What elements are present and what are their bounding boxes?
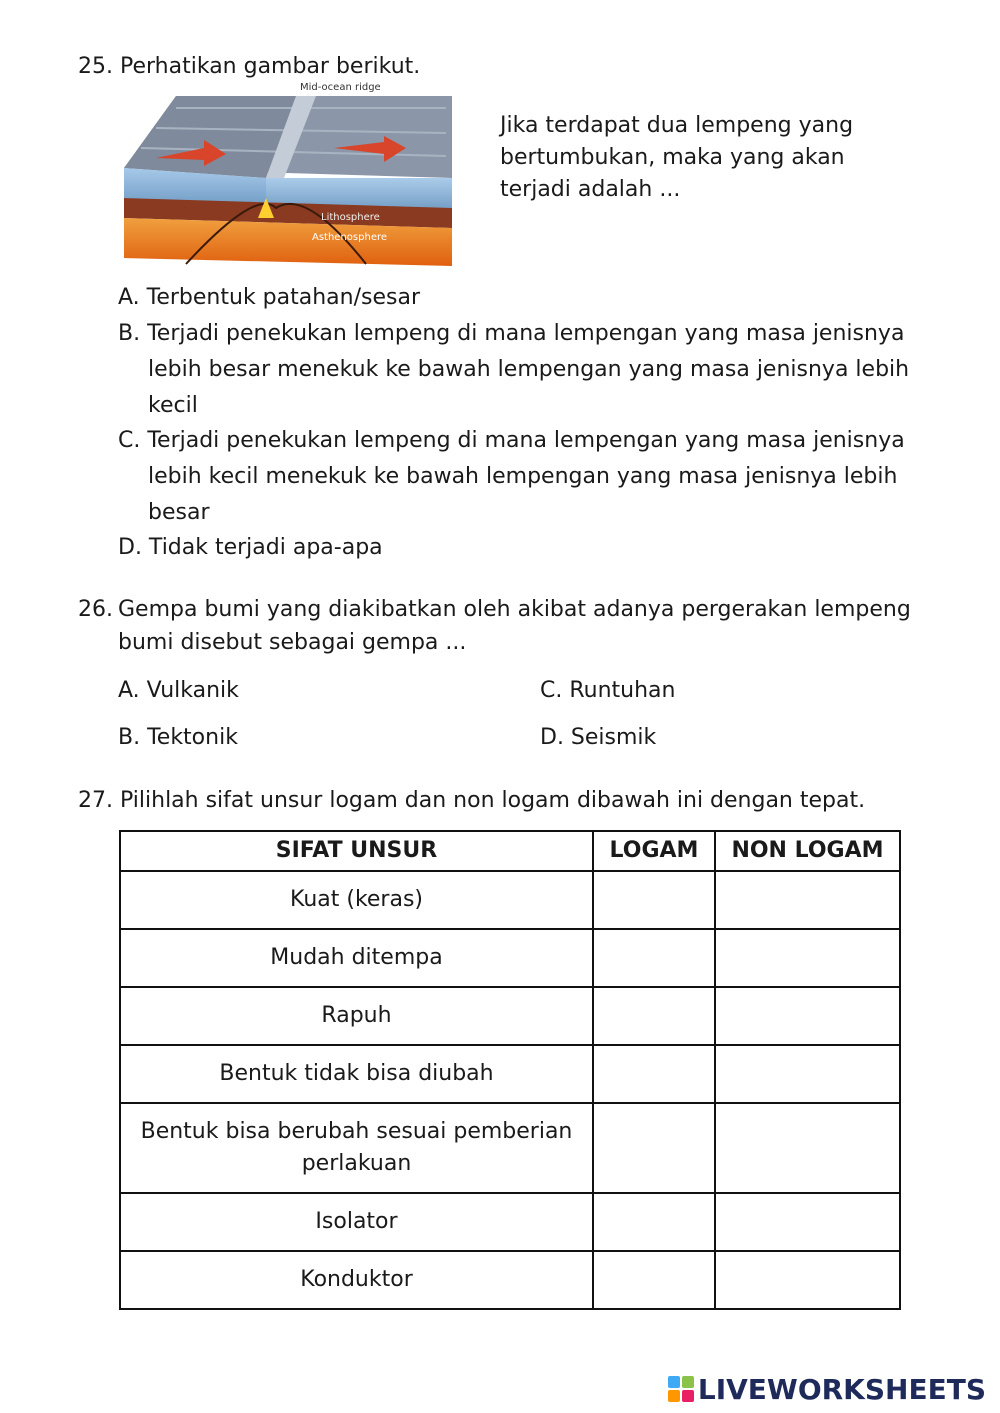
liveworksheets-logo-icon <box>668 1376 694 1402</box>
non-logam-answer-cell[interactable] <box>715 871 900 929</box>
non-logam-answer-cell[interactable] <box>715 1251 900 1309</box>
q26-number: 26. <box>78 597 113 622</box>
property-cell: Kuat (keras) <box>120 871 593 929</box>
liveworksheets-brand[interactable] <box>668 1372 986 1406</box>
logam-answer-cell[interactable] <box>593 1193 715 1251</box>
q25-option-d[interactable]: D. Tidak terjadi apa-apa <box>118 535 383 560</box>
logam-answer-cell[interactable] <box>593 987 715 1045</box>
table-row <box>120 1103 900 1193</box>
table-row <box>120 1251 900 1309</box>
q27-number: 27. <box>78 788 113 813</box>
table-row <box>120 871 900 929</box>
property-cell: Isolator <box>120 1193 593 1251</box>
label-lithosphere: Lithosphere <box>321 212 380 223</box>
properties-table <box>119 830 901 1310</box>
property-cell: Rapuh <box>120 987 593 1045</box>
logam-answer-cell[interactable] <box>593 929 715 987</box>
non-logam-answer-cell[interactable] <box>715 987 900 1045</box>
non-logam-answer-cell[interactable] <box>715 1193 900 1251</box>
q26-option-b[interactable]: B. Tektonik <box>118 725 238 750</box>
q27-prompt: Pilihlah sifat unsur logam dan non logam dibawah ini dengan tepat. <box>120 788 866 813</box>
q26-option-d[interactable]: D. Seismik <box>540 725 657 750</box>
q25-option-c[interactable]: C. Terjadi penekukan lempeng di mana lempengan yang masa jenisnya <box>118 428 905 453</box>
q25-option-b-cont-2: kecil <box>148 393 198 418</box>
non-logam-answer-cell[interactable] <box>715 1103 900 1193</box>
logam-answer-cell[interactable] <box>593 1103 715 1193</box>
q25-option-c-cont-2: besar <box>148 500 210 525</box>
logam-answer-cell[interactable] <box>593 1045 715 1103</box>
q25-side-line-3: terjadi adalah ... <box>500 177 681 202</box>
q25-side-line-2: bertumbukan, maka yang akan <box>500 145 845 170</box>
property-cell: Konduktor <box>120 1251 593 1309</box>
property-cell: Bentuk bisa berubah sesuai pemberian perlakuan <box>120 1103 593 1193</box>
property-cell: Mudah ditempa <box>120 929 593 987</box>
q26-line-2: bumi disebut sebagai gempa ... <box>118 630 467 655</box>
brand-name: LIVEWORKSHEETS <box>697 1372 986 1406</box>
plate-diagram-image <box>116 78 456 268</box>
q25-option-b[interactable]: B. Terjadi penekukan lempeng di mana lempengan yang masa jenisnya <box>118 321 905 346</box>
header-logam: LOGAM <box>593 831 715 871</box>
q25-side-line-1: Jika terdapat dua lempeng yang <box>500 113 854 138</box>
table-row <box>120 929 900 987</box>
table-row <box>120 1193 900 1251</box>
table-row <box>120 987 900 1045</box>
header-non-logam: NON LOGAM <box>715 831 900 871</box>
q25-option-c-cont-1: lebih kecil menekuk ke bawah lempengan yang masa jenisnya lebih <box>148 464 898 489</box>
q25-option-b-cont-1: lebih besar menekuk ke bawah lempengan yang masa jenisnya lebih <box>148 357 910 382</box>
property-cell: Bentuk tidak bisa diubah <box>120 1045 593 1103</box>
header-sifat-unsur: SIFAT UNSUR <box>120 831 593 871</box>
q25-option-a[interactable]: A. Terbentuk patahan/sesar <box>118 285 420 310</box>
q25-prompt: Perhatikan gambar berikut. <box>120 54 421 79</box>
table-header-row <box>120 831 900 871</box>
table-row <box>120 1045 900 1103</box>
logam-answer-cell[interactable] <box>593 871 715 929</box>
q27-heading <box>78 784 865 817</box>
q25-number: 25. <box>78 54 113 79</box>
logam-answer-cell[interactable] <box>593 1251 715 1309</box>
tectonic-plate-figure <box>116 78 456 268</box>
q26-option-a[interactable]: A. Vulkanik <box>118 678 239 703</box>
q26-line-1: Gempa bumi yang diakibatkan oleh akibat adanya pergerakan lempeng <box>118 597 911 622</box>
q26-option-c[interactable]: C. Runtuhan <box>540 678 676 703</box>
non-logam-answer-cell[interactable] <box>715 1045 900 1103</box>
label-asthenosphere: Asthenosphere <box>312 232 388 243</box>
label-mid-ocean-ridge: Mid-ocean ridge <box>300 82 381 93</box>
non-logam-answer-cell[interactable] <box>715 929 900 987</box>
